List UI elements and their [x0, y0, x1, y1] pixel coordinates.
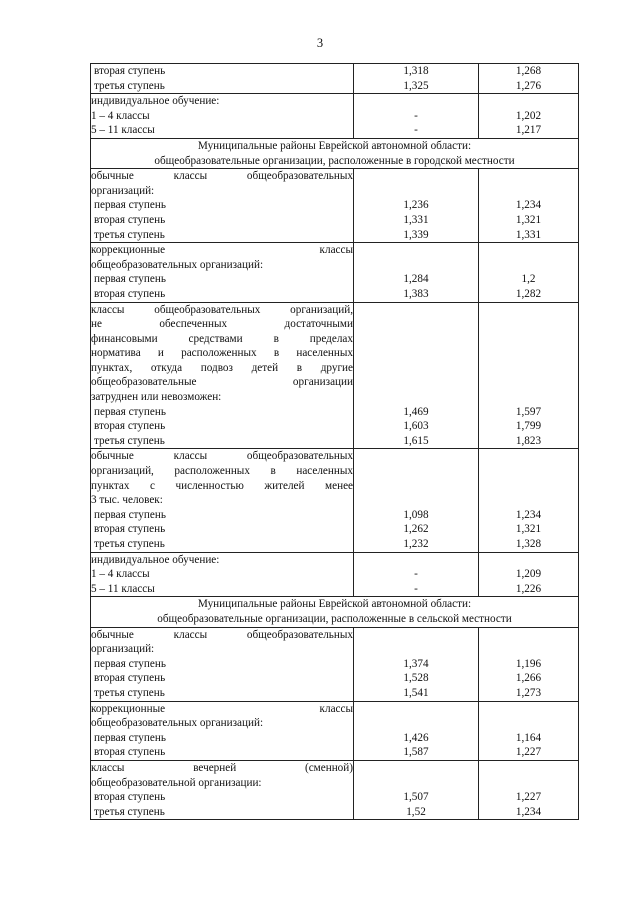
row-label [91, 627, 354, 701]
value-line [354, 390, 478, 405]
row-label [91, 94, 354, 139]
value-cell-col3 [479, 64, 579, 94]
value-line: 1,209 [515, 568, 542, 581]
row-label-line: финансовыми средствами в пределах [91, 332, 353, 345]
value-line [354, 184, 478, 199]
value-line [354, 716, 478, 731]
value-line: - [414, 568, 418, 581]
table-row [91, 94, 579, 139]
row-label-line: вторая ступень [94, 287, 166, 300]
value-line: 1,325 [403, 79, 429, 92]
row-label-line: коррекционные классы [91, 244, 353, 257]
value-line: 1,799 [515, 420, 542, 433]
page-number: 3 [316, 36, 324, 50]
row-label-line: первая ступень [94, 657, 166, 670]
value-line: 1,273 [515, 686, 542, 699]
value-line: 1,318 [403, 65, 429, 77]
value-line: 1,383 [403, 287, 429, 300]
value-line [479, 361, 578, 376]
section-header [91, 138, 579, 168]
value-line: 1,339 [403, 228, 429, 241]
row-label-line: индивидуальное обучение: [91, 95, 220, 108]
value-cell-col3 [479, 449, 579, 552]
value-line [479, 346, 578, 361]
value-line: 1,541 [403, 686, 429, 699]
value-line [479, 449, 578, 464]
value-cell-col2 [354, 64, 479, 94]
row-label [91, 169, 354, 243]
value-line [479, 642, 578, 657]
row-label-line: обычные классы общеобразовательных [91, 450, 353, 463]
row-label-line: первая ступень [94, 273, 166, 286]
value-line [479, 375, 578, 390]
value-line [479, 258, 578, 273]
value-line [354, 702, 478, 717]
value-line: 1,276 [515, 79, 542, 92]
value-line [479, 303, 578, 318]
value-line [479, 169, 578, 184]
value-line [479, 332, 578, 347]
row-label [91, 64, 354, 94]
value-line [479, 702, 578, 717]
row-label-line: третья ступень [94, 79, 165, 92]
value-line [479, 761, 578, 776]
value-line: 1,234 [515, 199, 542, 212]
value-line: 1,202 [515, 109, 542, 122]
value-line [354, 761, 478, 776]
table-row [91, 243, 579, 302]
row-label-line: 1 – 4 классы [91, 568, 150, 581]
value-line [354, 642, 478, 657]
value-line [354, 361, 478, 376]
row-label-line: вторая ступень [94, 213, 166, 226]
row-label-line: пунктах, откуда подвоз детей в другие [91, 361, 353, 374]
value-cell-col2 [354, 552, 479, 597]
value-line [354, 243, 478, 258]
table-row [91, 449, 579, 552]
value-line: 1,321 [515, 523, 542, 536]
row-label-line: вторая ступень [94, 523, 166, 536]
row-label-line: первая ступень [94, 199, 166, 212]
value-cell-col3 [479, 243, 579, 302]
value-cell-col2 [354, 627, 479, 701]
row-label [91, 243, 354, 302]
value-line: 1,507 [403, 791, 429, 804]
value-line [354, 317, 478, 332]
value-line: 1,217 [515, 124, 542, 137]
value-line [354, 464, 478, 479]
row-label-line: норматива и расположенных в населенных [91, 347, 353, 360]
value-line: 1,227 [515, 791, 542, 804]
value-line: 1,236 [403, 199, 429, 212]
value-line: 1,164 [515, 731, 542, 744]
value-line [479, 479, 578, 494]
value-line: 1,328 [515, 538, 542, 550]
value-cell-col3 [479, 552, 579, 597]
row-label-line: вторая ступень [94, 791, 166, 804]
row-label-line: первая ступень [94, 508, 166, 521]
section-header-line: Муниципальные районы Еврейской автономной области: [197, 139, 472, 152]
row-label-line: коррекционные классы [91, 702, 353, 715]
value-line [354, 553, 478, 568]
value-cell-col3 [479, 760, 579, 819]
row-label-line: 1 – 4 классы [91, 109, 150, 122]
row-label-line: вторая ступень [94, 672, 166, 685]
row-label-line: общеобразовательной организации: [91, 776, 262, 789]
value-cell-col3 [479, 169, 579, 243]
section-header-row [91, 138, 579, 168]
value-cell-col3 [479, 302, 579, 449]
value-cell-col2 [354, 94, 479, 139]
value-cell-col2 [354, 449, 479, 552]
value-line [479, 243, 578, 258]
table-row [91, 627, 579, 701]
row-label-line: пунктах с численностью жителей менее [91, 479, 353, 492]
value-line: 1,469 [403, 405, 429, 418]
value-line [354, 332, 478, 347]
value-line [479, 464, 578, 479]
row-label-line: общеобразовательных организаций: [91, 258, 264, 271]
row-label-line: третья ступень [94, 805, 165, 818]
value-line: 1,52 [406, 805, 426, 818]
value-line: 1,603 [403, 420, 429, 433]
value-line [479, 94, 578, 109]
row-label-line: первая ступень [94, 405, 166, 418]
value-line [354, 628, 478, 643]
table-row [91, 302, 579, 449]
value-line: 1,374 [403, 657, 429, 670]
row-label [91, 701, 354, 760]
value-cell-col2 [354, 169, 479, 243]
value-line: 1,331 [403, 213, 429, 226]
value-line: 1,823 [515, 434, 542, 447]
value-cell-col3 [479, 627, 579, 701]
value-line: 1,284 [403, 273, 429, 286]
value-line: 1,262 [403, 523, 429, 536]
row-label [91, 760, 354, 819]
row-label-line: третья ступень [94, 538, 165, 550]
row-label-line: индивидуальное обучение: [91, 553, 220, 566]
value-line [354, 169, 478, 184]
row-label-line: классы вечерней (сменной) [91, 761, 353, 774]
row-label-line: классы общеобразовательных организаций, [91, 303, 353, 316]
row-label-line: организаций, расположенных в населенных [91, 465, 353, 478]
value-line: 1,226 [515, 582, 542, 595]
value-line: 1,2 [521, 273, 536, 286]
row-label-line: 5 – 11 классы [91, 582, 155, 595]
table-row [91, 169, 579, 243]
value-line: 1,426 [403, 731, 429, 744]
value-line [479, 493, 578, 508]
row-label-line: общеобразовательные организации [91, 376, 353, 389]
section-header-line: общеобразовательные организации, расположенные в сельской местности [157, 612, 512, 625]
row-label-line: третья ступень [94, 228, 165, 241]
value-line: 1,282 [515, 287, 542, 300]
value-line: 1,227 [515, 746, 542, 759]
row-label-line: первая ступень [94, 731, 166, 744]
value-cell-col2 [354, 243, 479, 302]
section-header-line: общеобразовательные организации, расположенные в городской местности [154, 154, 515, 167]
row-label-line: третья ступень [94, 434, 165, 447]
value-cell-col2 [354, 701, 479, 760]
table-row [91, 552, 579, 597]
row-label-line: обычные классы общеобразовательных [91, 170, 353, 183]
row-label-line: 3 тыс. человек: [91, 494, 163, 507]
value-line [354, 776, 478, 791]
row-label [91, 302, 354, 449]
value-cell-col3 [479, 701, 579, 760]
value-cell-col2 [354, 760, 479, 819]
value-line [479, 390, 578, 405]
value-line [479, 184, 578, 199]
value-line: 1,232 [403, 538, 429, 550]
value-line: - [414, 124, 418, 137]
table-row [91, 760, 579, 819]
table-body [91, 64, 579, 820]
value-line: 1,597 [515, 405, 542, 418]
value-line: 1,615 [403, 434, 429, 447]
value-line: 1,098 [403, 508, 429, 521]
value-line: - [414, 582, 418, 595]
value-line [354, 449, 478, 464]
value-line [354, 375, 478, 390]
value-line: 1,321 [515, 213, 542, 226]
row-label-line: вторая ступень [94, 420, 166, 433]
value-line [354, 346, 478, 361]
value-line: 1,234 [515, 805, 542, 818]
value-line [354, 479, 478, 494]
value-line [354, 493, 478, 508]
value-line: 1,234 [515, 508, 542, 521]
table-row [91, 64, 579, 94]
value-cell-col2 [354, 302, 479, 449]
row-label [91, 552, 354, 597]
value-line [479, 317, 578, 332]
value-line: 1,196 [515, 657, 542, 670]
value-line: 1,528 [403, 672, 429, 685]
value-line [354, 258, 478, 273]
section-header [91, 597, 579, 627]
coefficients-table [90, 63, 579, 820]
row-label-line: 5 – 11 классы [91, 124, 155, 137]
row-label-line: третья ступень [94, 686, 165, 699]
value-line: - [414, 109, 418, 122]
row-label-line: организаций: [91, 184, 155, 197]
section-header-row [91, 597, 579, 627]
value-line: 1,587 [403, 746, 429, 759]
table-row [91, 701, 579, 760]
row-label [91, 449, 354, 552]
value-line [479, 628, 578, 643]
value-line: 1,268 [515, 65, 542, 77]
value-line: 1,331 [515, 228, 542, 241]
value-line [354, 303, 478, 318]
row-label-line: затруднен или невозможен: [91, 391, 222, 404]
row-label-line: не обеспеченных достаточными [91, 318, 353, 331]
value-line: 1,266 [515, 672, 542, 685]
row-label-line: вторая ступень [94, 746, 166, 759]
section-header-line: Муниципальные районы Еврейской автономной области: [197, 598, 472, 611]
value-line [479, 553, 578, 568]
row-label-line: общеобразовательных организаций: [91, 717, 264, 730]
row-label-line: организаций: [91, 643, 155, 656]
row-label-line: вторая ступень [94, 65, 166, 77]
value-line [479, 776, 578, 791]
value-cell-col3 [479, 94, 579, 139]
value-line [479, 716, 578, 731]
row-label-line: обычные классы общеобразовательных [91, 628, 353, 641]
value-line [354, 94, 478, 109]
